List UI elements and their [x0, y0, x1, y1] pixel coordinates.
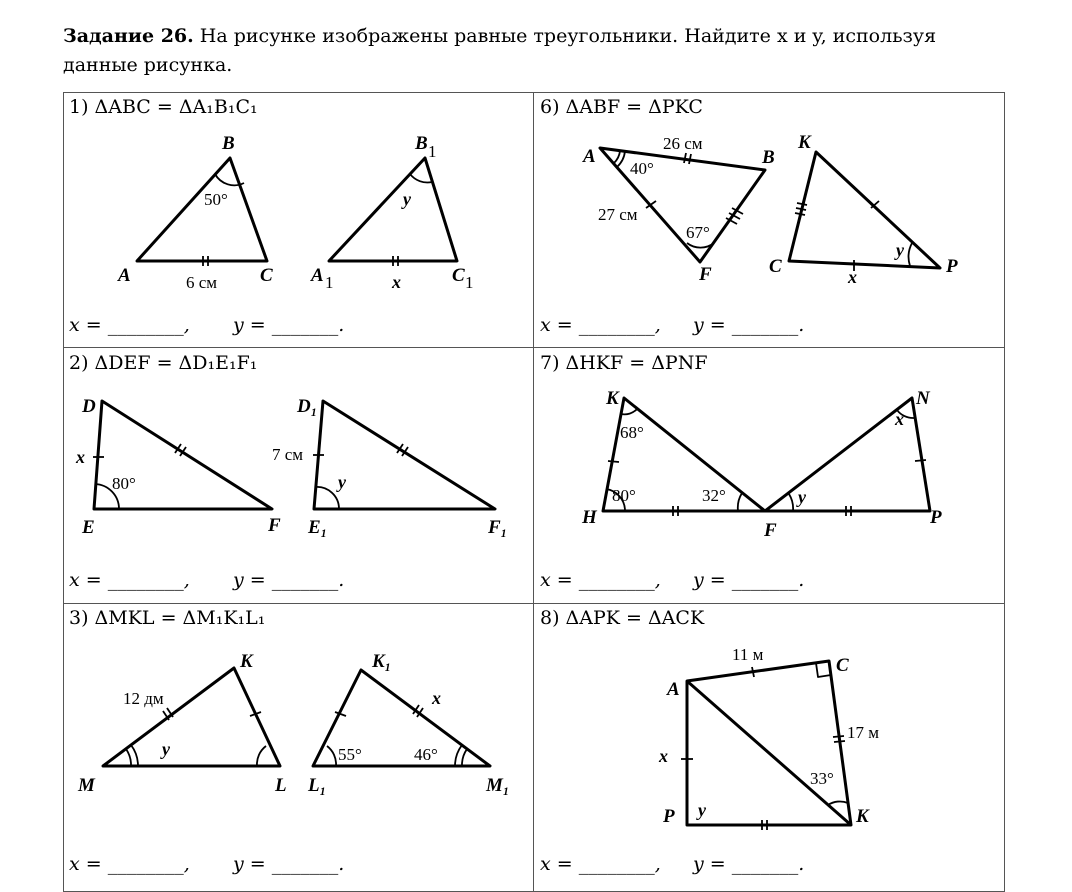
label-y: y	[403, 189, 411, 209]
label-p: P	[946, 256, 958, 277]
label-y: y	[798, 487, 806, 507]
label-m: M	[78, 775, 95, 796]
label-k: K	[240, 651, 253, 672]
task-heading: Задание 26.	[63, 25, 194, 47]
label-l: L	[275, 775, 287, 796]
label-angle-46: 46°	[414, 745, 438, 764]
label-x: x	[659, 746, 668, 766]
quadrilateral-apkc	[681, 661, 851, 830]
triangle-mkl	[103, 668, 280, 766]
label-angle-80: 80°	[112, 474, 136, 493]
label-angle-33: 33°	[810, 769, 834, 788]
cell-8-answer-x[interactable]: x = ________,	[540, 853, 661, 875]
label-y: y	[338, 472, 346, 492]
cell-1-answer-x[interactable]: x = ________,	[69, 314, 190, 336]
label-y: y	[698, 800, 706, 820]
label-angle-80: 80°	[612, 486, 636, 505]
label-c1: C	[452, 265, 465, 286]
label-angle-67: 67°	[686, 223, 710, 242]
label-f: F	[764, 520, 777, 541]
label-side-26cm: 26 см	[663, 134, 703, 153]
label-h: H	[582, 507, 597, 528]
label-angle-50: 50°	[204, 190, 228, 209]
label-x: x	[76, 447, 85, 467]
cell-7-title: 7) ΔHKF = ΔPNF	[540, 352, 708, 374]
triangle-pkc	[789, 152, 940, 271]
label-x: x	[432, 688, 441, 708]
cell-1-answer-y[interactable]: y = _______.	[233, 314, 345, 336]
label-y: y	[162, 739, 170, 759]
label-side-7cm: 7 см	[272, 445, 304, 464]
label-b: B	[222, 133, 235, 154]
label-a1: A	[311, 265, 324, 286]
label-f1: F₁	[488, 517, 508, 538]
cell-7-answer-x[interactable]: x = ________,	[540, 569, 661, 591]
label-p: P	[663, 806, 675, 827]
label-b: B	[762, 147, 775, 168]
label-f: F	[268, 515, 281, 536]
cell-2-answer-y[interactable]: y = _______.	[233, 569, 345, 591]
label-side-6cm: 6 см	[186, 273, 218, 292]
cell-6-answer-y[interactable]: y = _______.	[693, 314, 805, 336]
label-a: A	[583, 146, 596, 167]
label-a: A	[667, 679, 680, 700]
triangle-abc	[137, 158, 267, 266]
label-angle-40: 40°	[630, 159, 654, 178]
label-c: C	[836, 655, 849, 676]
label-l1: L₁	[308, 775, 327, 796]
cell-6-title: 6) ΔABF = ΔPKC	[540, 96, 703, 118]
label-angle-55: 55°	[338, 745, 362, 764]
label-c: C	[769, 256, 782, 277]
cell-6-answer-x[interactable]: x = ________,	[540, 314, 661, 336]
cell-2-answer-x[interactable]: x = ________,	[69, 569, 190, 591]
label-side-11m: 11 м	[732, 645, 764, 664]
cell-3-answer-y[interactable]: y = _______.	[233, 853, 345, 875]
label-e1: E₁	[308, 517, 328, 538]
cell-2-title: 2) ΔDEF = ΔD₁E₁F₁	[69, 352, 258, 374]
label-side-17m: 17 м	[847, 723, 880, 742]
label-e: E	[82, 517, 95, 538]
label-f: F	[699, 264, 712, 285]
triangle-pnf	[765, 398, 930, 516]
task-text: На рисунке изображены равные треугольники. Найдите x и y, используя данные рисунка.	[63, 25, 937, 76]
label-k: K	[798, 132, 811, 153]
label-m1: M₁	[486, 775, 510, 796]
label-d: D	[82, 396, 96, 417]
label-b1-sub: 1	[428, 142, 437, 161]
cell-3-title: 3) ΔMKL = ΔM₁K₁L₁	[69, 607, 266, 629]
label-k1: K₁	[372, 651, 392, 672]
label-k: K	[606, 388, 619, 409]
label-x: x	[895, 409, 904, 429]
label-x: x	[392, 272, 401, 292]
label-angle-32: 32°	[702, 486, 726, 505]
cell-7-answer-y[interactable]: y = _______.	[693, 569, 805, 591]
label-d1: D₁	[297, 396, 318, 417]
label-n: N	[916, 388, 930, 409]
label-p: P	[930, 507, 942, 528]
label-a: A	[118, 265, 131, 286]
cell-8-answer-y[interactable]: y = _______.	[693, 853, 805, 875]
label-y: y	[896, 240, 904, 260]
cell-1-title: 1) ΔABC = ΔA₁B₁C₁	[69, 96, 258, 118]
label-a1-sub: 1	[325, 273, 334, 292]
label-b1: B	[415, 133, 428, 154]
label-side-12dm: 12 дм	[123, 689, 164, 708]
label-angle-68: 68°	[620, 423, 644, 442]
cell-3-answer-x[interactable]: x = ________,	[69, 853, 190, 875]
label-side-27cm: 27 см	[598, 205, 638, 224]
triangle-d1e1f1	[313, 401, 495, 509]
label-x: x	[848, 267, 857, 287]
label-c1-sub: 1	[465, 273, 474, 292]
triangle-a1b1c1	[329, 158, 457, 266]
label-k: K	[856, 806, 869, 827]
cell-8-title: 8) ΔAPK = ΔACK	[540, 607, 705, 629]
label-c: C	[260, 265, 273, 286]
